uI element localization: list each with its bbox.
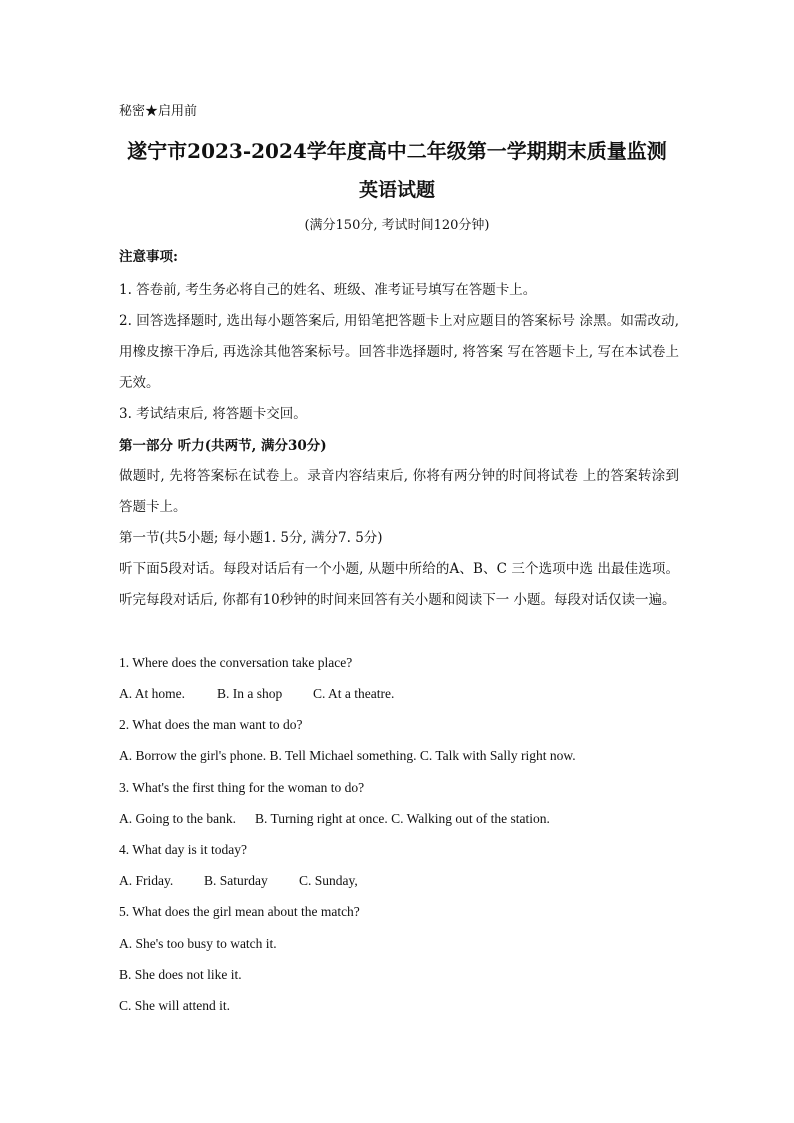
- note-item-1: 1. 答卷前, 考生务必将自己的姓名、班级、准考证号填写在答题卡上。: [119, 282, 537, 298]
- exam-title: 遂宁市2023-2024学年度高中二年级第一学期期末质量监测: [127, 139, 667, 163]
- option-a: A. Borrow the girl's phone.: [119, 748, 267, 763]
- question-2-options: [119, 746, 576, 766]
- question-3-options: [119, 809, 550, 829]
- option-a: A. Going to the bank.: [119, 811, 236, 826]
- option-b: B. Saturday: [204, 873, 268, 888]
- option-b: B. In a shop: [217, 686, 283, 701]
- question-2-stem: 2. What does the man want to do?: [119, 717, 303, 732]
- question-5-option-c: C. She will attend it.: [119, 998, 230, 1013]
- option-b: B. Tell Michael something.: [269, 748, 417, 763]
- question-1-options: [119, 684, 394, 704]
- question-5-stem: 5. What does the girl mean about the match?: [119, 904, 360, 919]
- part1-heading: 第一部分 听力(共两节, 满分30分): [119, 438, 327, 454]
- option-c: C. Walking out of the station.: [391, 811, 550, 826]
- score-time-note: (满分150分, 考试时间120分钟): [304, 218, 490, 233]
- question-4-options: [119, 871, 358, 891]
- question-5-option-b: B. She does not like it.: [119, 967, 242, 982]
- note-item-2: 2. 回答选择题时, 选出每小题答案后, 用铅笔把答题卡上对应题目的答案标号 涂黑。如需改动, 用橡皮擦干净后, 再选涂其他答案标号。回答非选择题时, 将答案 写在答题卡上, 写在本试卷上无效。: [119, 313, 679, 391]
- section1-heading: 第一节(共5小题; 每小题1. 5分, 满分7. 5分): [119, 530, 383, 546]
- section1-instruction: 听下面5段对话。每段对话后有一个小题, 从题中所给的A、B、C 三个选项中选 出最佳选项。听完每段对话后, 你都有10秒钟的时间来回答有关小题和阅读下一 小题。每段对话仅读一遍。: [119, 561, 679, 608]
- confidential-label: 秘密★启用前: [119, 104, 198, 119]
- option-a: A. Friday.: [119, 873, 174, 888]
- option-c: C. Sunday,: [299, 873, 358, 888]
- option-c: C. Talk with Sally right now.: [419, 748, 576, 763]
- exam-subject: 英语试题: [358, 179, 435, 201]
- note-item-3: 3. 考试结束后, 将答题卡交回。: [119, 406, 307, 422]
- option-b: B. Turning right at once.: [255, 811, 388, 826]
- question-1-stem: 1. Where does the conversation take place?: [119, 655, 353, 670]
- option-c: C. At a theatre.: [313, 686, 395, 701]
- option-a: A. At home.: [119, 686, 185, 701]
- question-3-stem: 3. What's the first thing for the woman to do?: [119, 780, 365, 795]
- question-4-stem: 4. What day is it today?: [119, 842, 247, 857]
- question-5-option-a: A. She's too busy to watch it.: [119, 936, 277, 951]
- notes-heading: 注意事项:: [119, 249, 178, 265]
- part1-instruction: 做题时, 先将答案标在试卷上。录音内容结束后, 你将有两分钟的时间将试卷 上的答案转涂到答题卡上。: [119, 468, 679, 515]
